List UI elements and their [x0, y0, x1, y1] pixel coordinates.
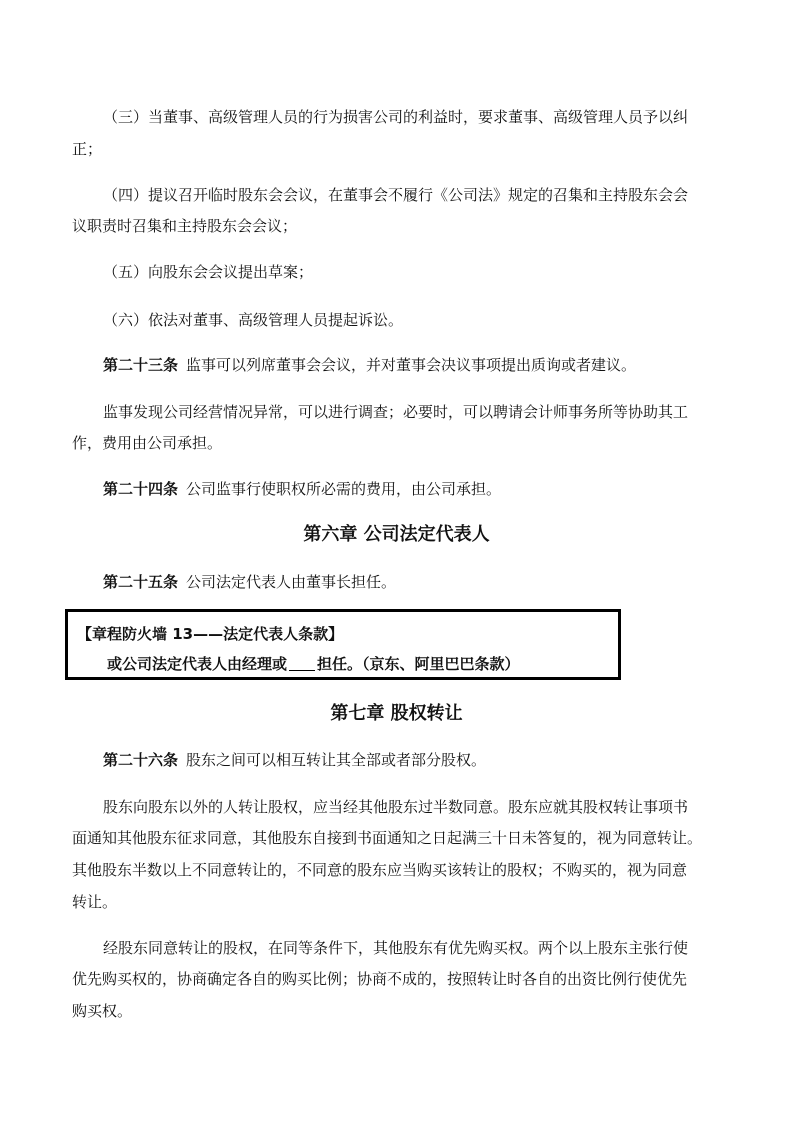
paragraph-3-line-1: （三）当董事、高级管理人员的行为损害公司的利益时，要求董事、高级管理人员予以纠	[103, 108, 689, 126]
article-26-para-3-line-3: 购买权。	[72, 1002, 133, 1020]
firewall-clause-title: 【章程防火墙 13——法定代表人条款】	[77, 625, 344, 643]
paragraph-6: （六）依法对董事、高级管理人员提起诉讼。	[103, 311, 404, 329]
article-24-title: 第二十四条	[103, 480, 179, 498]
article-23-text: 监事可以列席董事会会议，并对董事会决议事项提出质询或者建议。	[186, 356, 637, 374]
chapter-6-heading: 第六章 公司法定代表人	[303, 524, 490, 545]
article-24-text: 公司监事行使职权所必需的费用，由公司承担。	[186, 480, 502, 498]
paragraph-3-line-2: 正；	[72, 140, 103, 158]
article-23-para-2-line-2: 作，费用由公司承担。	[72, 434, 223, 452]
article-25-text: 公司法定代表人由董事长担任。	[186, 573, 397, 591]
chapter-7-heading: 第七章 股权转让	[330, 703, 463, 724]
paragraph-4-line-2: 议职责时召集和主持股东会会议；	[72, 217, 298, 235]
firewall-clause-box	[65, 609, 621, 680]
firewall-clause-text-b: 担任。（京东、阿里巴巴条款）	[317, 655, 520, 673]
article-26-para-3-line-2: 优先购买权的，协商确定各自的购买比例；协商不成的，按照转让时各自的出资比例行使优先	[72, 970, 688, 988]
paragraph-5: （五）向股东会会议提出草案；	[103, 263, 314, 281]
article-26-para-3-line-1: 经股东同意转让的股权，在同等条件下，其他股东有优先购买权。两个以上股东主张行使	[103, 939, 689, 957]
article-26-title: 第二十六条	[103, 751, 179, 769]
article-26	[103, 750, 722, 770]
article-25	[103, 572, 722, 592]
article-23	[103, 355, 722, 375]
article-23-para-2-line-1: 监事发现公司经营情况异常，可以进行调查；必要时，可以聘请会计师事务所等协助其工	[103, 403, 689, 421]
article-26-para-2-line-2: 面通知其他股东征求同意，其他股东自接到书面通知之日起满三十日未答复的，视为同意转让。	[72, 829, 703, 847]
article-26-para-2-line-4: 转让。	[72, 893, 118, 911]
firewall-clause-text	[107, 654, 520, 674]
article-26-text: 股东之间可以相互转让其全部或者部分股权。	[186, 751, 487, 769]
fill-in-blank	[289, 656, 315, 671]
article-26-para-2-line-3: 其他股东半数以上不同意转让的，不同意的股东应当购买该转让的股权；不购买的，视为同意	[72, 861, 688, 879]
paragraph-4-line-1: （四）提议召开临时股东会会议，在董事会不履行《公司法》规定的召集和主持股东会会	[103, 186, 689, 204]
article-25-title: 第二十五条	[103, 573, 179, 591]
article-23-title: 第二十三条	[103, 356, 179, 374]
article-26-para-2-line-1: 股东向股东以外的人转让股权，应当经其他股东过半数同意。股东应就其股权转让事项书	[103, 798, 689, 816]
article-24	[103, 479, 722, 499]
firewall-clause-text-a: 或公司法定代表人由经理或	[107, 655, 288, 673]
